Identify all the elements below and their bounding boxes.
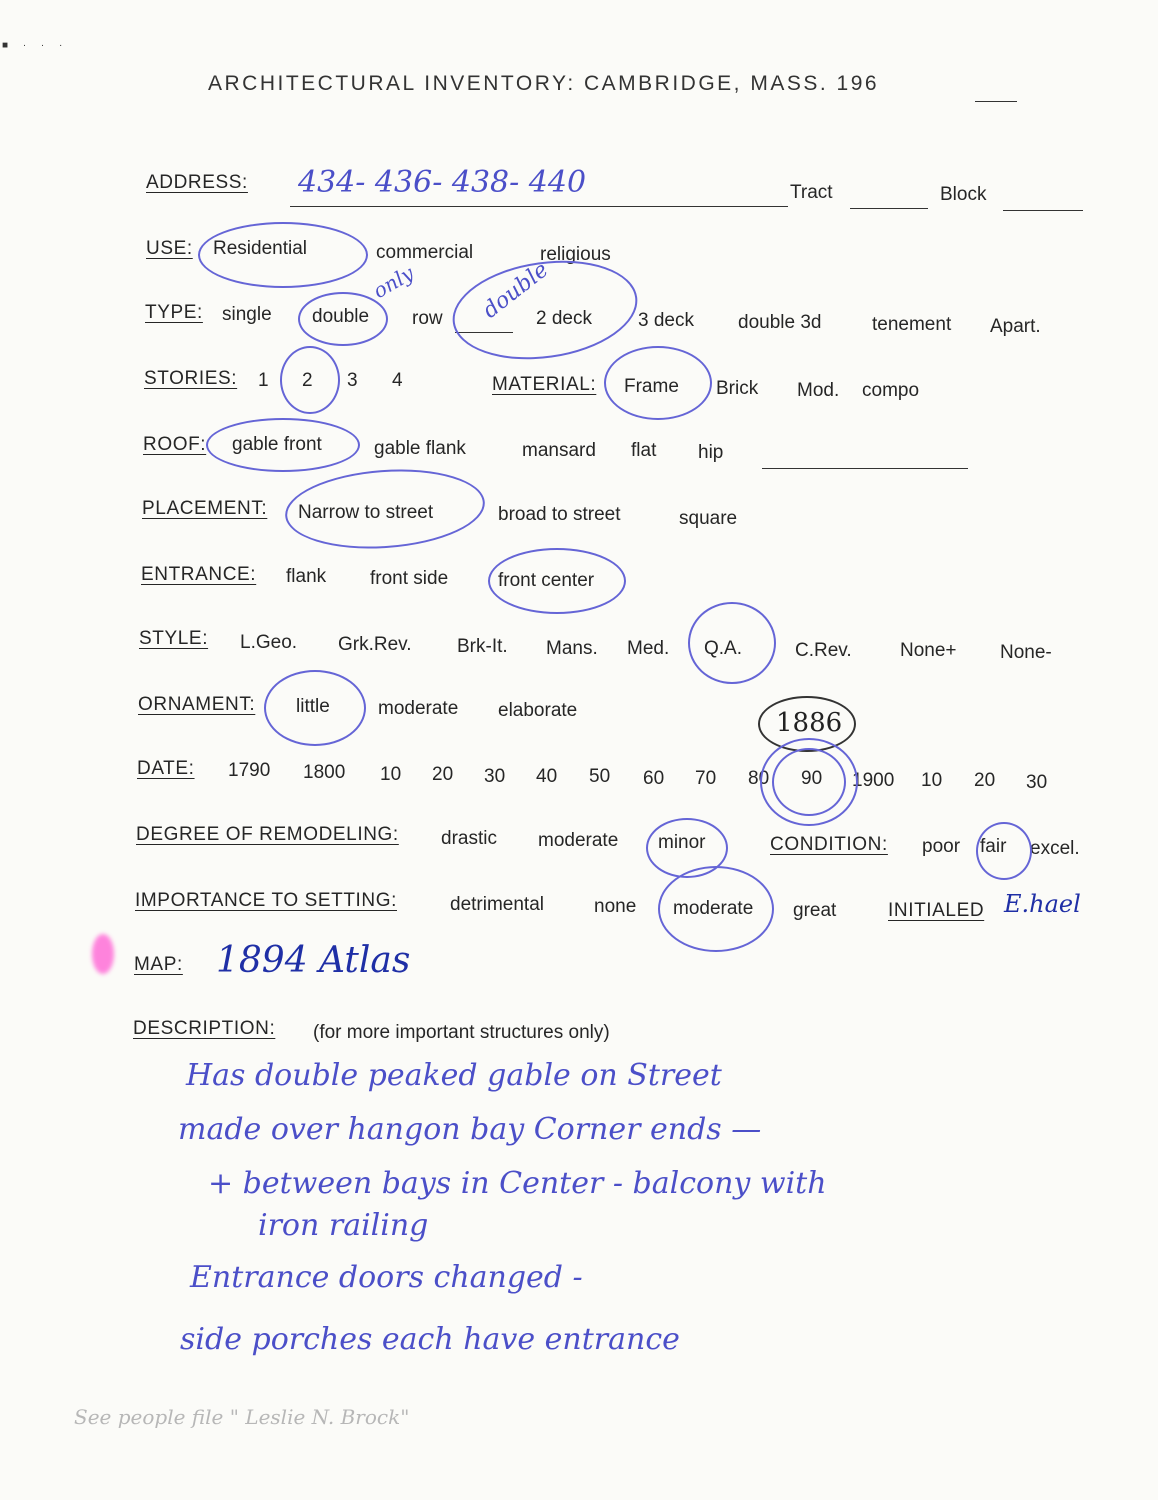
corner-marks: ■ · · · [2, 40, 69, 51]
pink-marker [92, 934, 114, 974]
date-annotation-1886: 1886 [776, 708, 843, 738]
style-label: STYLE: [139, 628, 209, 649]
style-option-grkrev: Grk.Rev. [338, 634, 412, 655]
remodeling-option-minor: minor [658, 832, 706, 853]
use-option-religious: religious [540, 244, 611, 265]
type-annotation-double: double [478, 257, 554, 324]
date-option-1900: 1900 [852, 770, 895, 791]
remodeling-option-drastic: drastic [441, 828, 497, 849]
moderate-importance-circle [658, 866, 774, 952]
initialed-label: INITIALED [888, 900, 985, 921]
date-option-1850: 50 [589, 766, 611, 787]
placement-option-square: square [679, 508, 738, 529]
entrance-option-front-center: front center [498, 570, 595, 591]
address-label: ADDRESS: [146, 172, 248, 193]
date-label: DATE: [137, 758, 195, 779]
date-option-1800: 1800 [303, 762, 346, 783]
narrow-to-street-circle [283, 463, 488, 555]
stories-option-4: 4 [392, 370, 403, 391]
initials-signature: E.hael [1004, 890, 1081, 918]
type-option-single: single [222, 304, 272, 325]
style-option-qa: Q.A. [704, 638, 743, 659]
entrance-option-flank: flank [286, 566, 327, 587]
importance-option-moderate: moderate [673, 898, 754, 919]
little-circle [264, 670, 366, 746]
placement-option-broad: broad to street [498, 504, 621, 525]
condition-option-poor: poor [922, 836, 961, 857]
use-option-residential: Residential [213, 238, 307, 259]
date-option-1870: 70 [695, 768, 717, 789]
date-option-1810: 10 [380, 764, 402, 785]
importance-option-great: great [793, 900, 837, 921]
condition-label: CONDITION: [770, 834, 888, 855]
description-line-3: + between bays in Center - balcony with [208, 1166, 827, 1201]
double-2-deck-circle [446, 250, 644, 371]
ornament-option-little: little [296, 696, 330, 717]
date-option-1860: 60 [643, 768, 665, 789]
description-line-4: iron railing [258, 1208, 429, 1243]
roof-blank [762, 468, 968, 469]
type-option-double-3d: double 3d [738, 312, 822, 333]
tract-label: Tract [790, 182, 833, 203]
year-blank [975, 101, 1017, 102]
stories-option-1: 1 [258, 370, 269, 391]
importance-label: IMPORTANCE TO SETTING: [135, 890, 397, 911]
material-option-compo: compo [862, 380, 920, 401]
remodeling-option-moderate: moderate [538, 830, 619, 851]
roof-option-hip: hip [698, 442, 724, 463]
importance-option-detrimental: detrimental [450, 894, 544, 915]
condition-option-excel: excel. [1030, 838, 1080, 859]
material-option-mod: Mod. [797, 380, 840, 401]
footer-note: See people file " Leslie N. Brock" [74, 1405, 410, 1429]
style-option-crev: C.Rev. [795, 640, 852, 661]
date-option-1910: 10 [921, 770, 943, 791]
description-line-1: Has double peaked gable on Street [186, 1058, 722, 1093]
style-option-mans: Mans. [546, 638, 598, 659]
material-label: MATERIAL: [492, 374, 597, 395]
description-note: (for more important structures only) [313, 1022, 610, 1043]
style-option-brkit: Brk-It. [457, 636, 508, 657]
use-label: USE: [146, 238, 193, 259]
material-option-brick: Brick [716, 378, 759, 399]
description-label: DESCRIPTION: [133, 1018, 276, 1039]
roof-option-gable-front: gable front [232, 434, 322, 455]
roof-option-gable-flank: gable flank [374, 438, 466, 459]
qa-circle [688, 602, 776, 684]
placement-label: PLACEMENT: [142, 498, 268, 519]
roof-label: ROOF: [143, 434, 207, 455]
stories-2-circle [280, 346, 340, 414]
remodeling-label: DEGREE OF REMODELING: [136, 824, 399, 845]
date-option-1890: 90 [801, 768, 823, 789]
map-label: MAP: [134, 954, 183, 975]
type-option-double: double [312, 306, 370, 327]
type-option-tenement: tenement [872, 314, 952, 335]
gable-front-circle [206, 418, 360, 472]
type-annotation-only: only [368, 260, 418, 304]
front-center-circle [488, 548, 626, 614]
date-option-1820: 20 [432, 764, 454, 785]
type-option-apart: Apart. [990, 316, 1041, 337]
date-option-1880: 80 [748, 768, 770, 789]
description-line-2: made over hangon bay Corner ends — [178, 1112, 762, 1147]
ornament-label: ORNAMENT: [138, 694, 256, 715]
date-option-1930: 30 [1026, 772, 1048, 793]
date-option-1830: 30 [484, 766, 506, 787]
date-option-1790: 1790 [228, 760, 271, 781]
material-option-frame: Frame [624, 376, 679, 397]
importance-option-none: none [594, 896, 637, 917]
double-circle [298, 292, 388, 346]
type-option-row: row [412, 308, 443, 329]
address-blank [290, 206, 788, 207]
stories-option-3: 3 [347, 370, 358, 391]
fair-circle [976, 822, 1032, 880]
roof-option-flat: flat [631, 440, 657, 461]
style-option-none-plus: None+ [900, 640, 957, 661]
block-label: Block [940, 184, 987, 205]
entrance-option-front-side: front side [370, 568, 449, 589]
style-option-lgeo: L.Geo. [240, 632, 298, 653]
page-title: ARCHITECTURAL INVENTORY: CAMBRIDGE, MASS. 196 [208, 72, 880, 95]
type-option-3-deck: 3 deck [638, 310, 694, 331]
style-option-none-minus: None- [1000, 642, 1052, 663]
description-line-6: side porches each have entrance [180, 1322, 680, 1357]
block-blank [1003, 210, 1083, 211]
stories-label: STORIES: [144, 368, 238, 389]
date-90-circle-inner [772, 748, 846, 816]
residential-circle [198, 222, 368, 288]
map-value: 1894 Atlas [216, 940, 411, 981]
type-option-2-deck: 2 deck [536, 308, 592, 329]
roof-option-mansard: mansard [522, 440, 596, 461]
condition-option-fair: fair [980, 836, 1007, 857]
frame-circle [604, 346, 712, 420]
tract-blank [850, 208, 928, 209]
date-option-1840: 40 [536, 766, 558, 787]
description-line-5: Entrance doors changed - [190, 1260, 583, 1295]
ornament-option-elaborate: elaborate [498, 700, 578, 721]
date-option-1920: 20 [974, 770, 996, 791]
use-option-commercial: commercial [376, 242, 474, 263]
address-value: 434- 436- 438- 440 [298, 165, 587, 200]
style-option-med: Med. [627, 638, 670, 659]
entrance-label: ENTRANCE: [141, 564, 257, 585]
placement-option-narrow: Narrow to street [298, 502, 434, 523]
type-label: TYPE: [145, 302, 203, 323]
stories-option-2: 2 [302, 370, 313, 391]
ornament-option-moderate: moderate [378, 698, 459, 719]
